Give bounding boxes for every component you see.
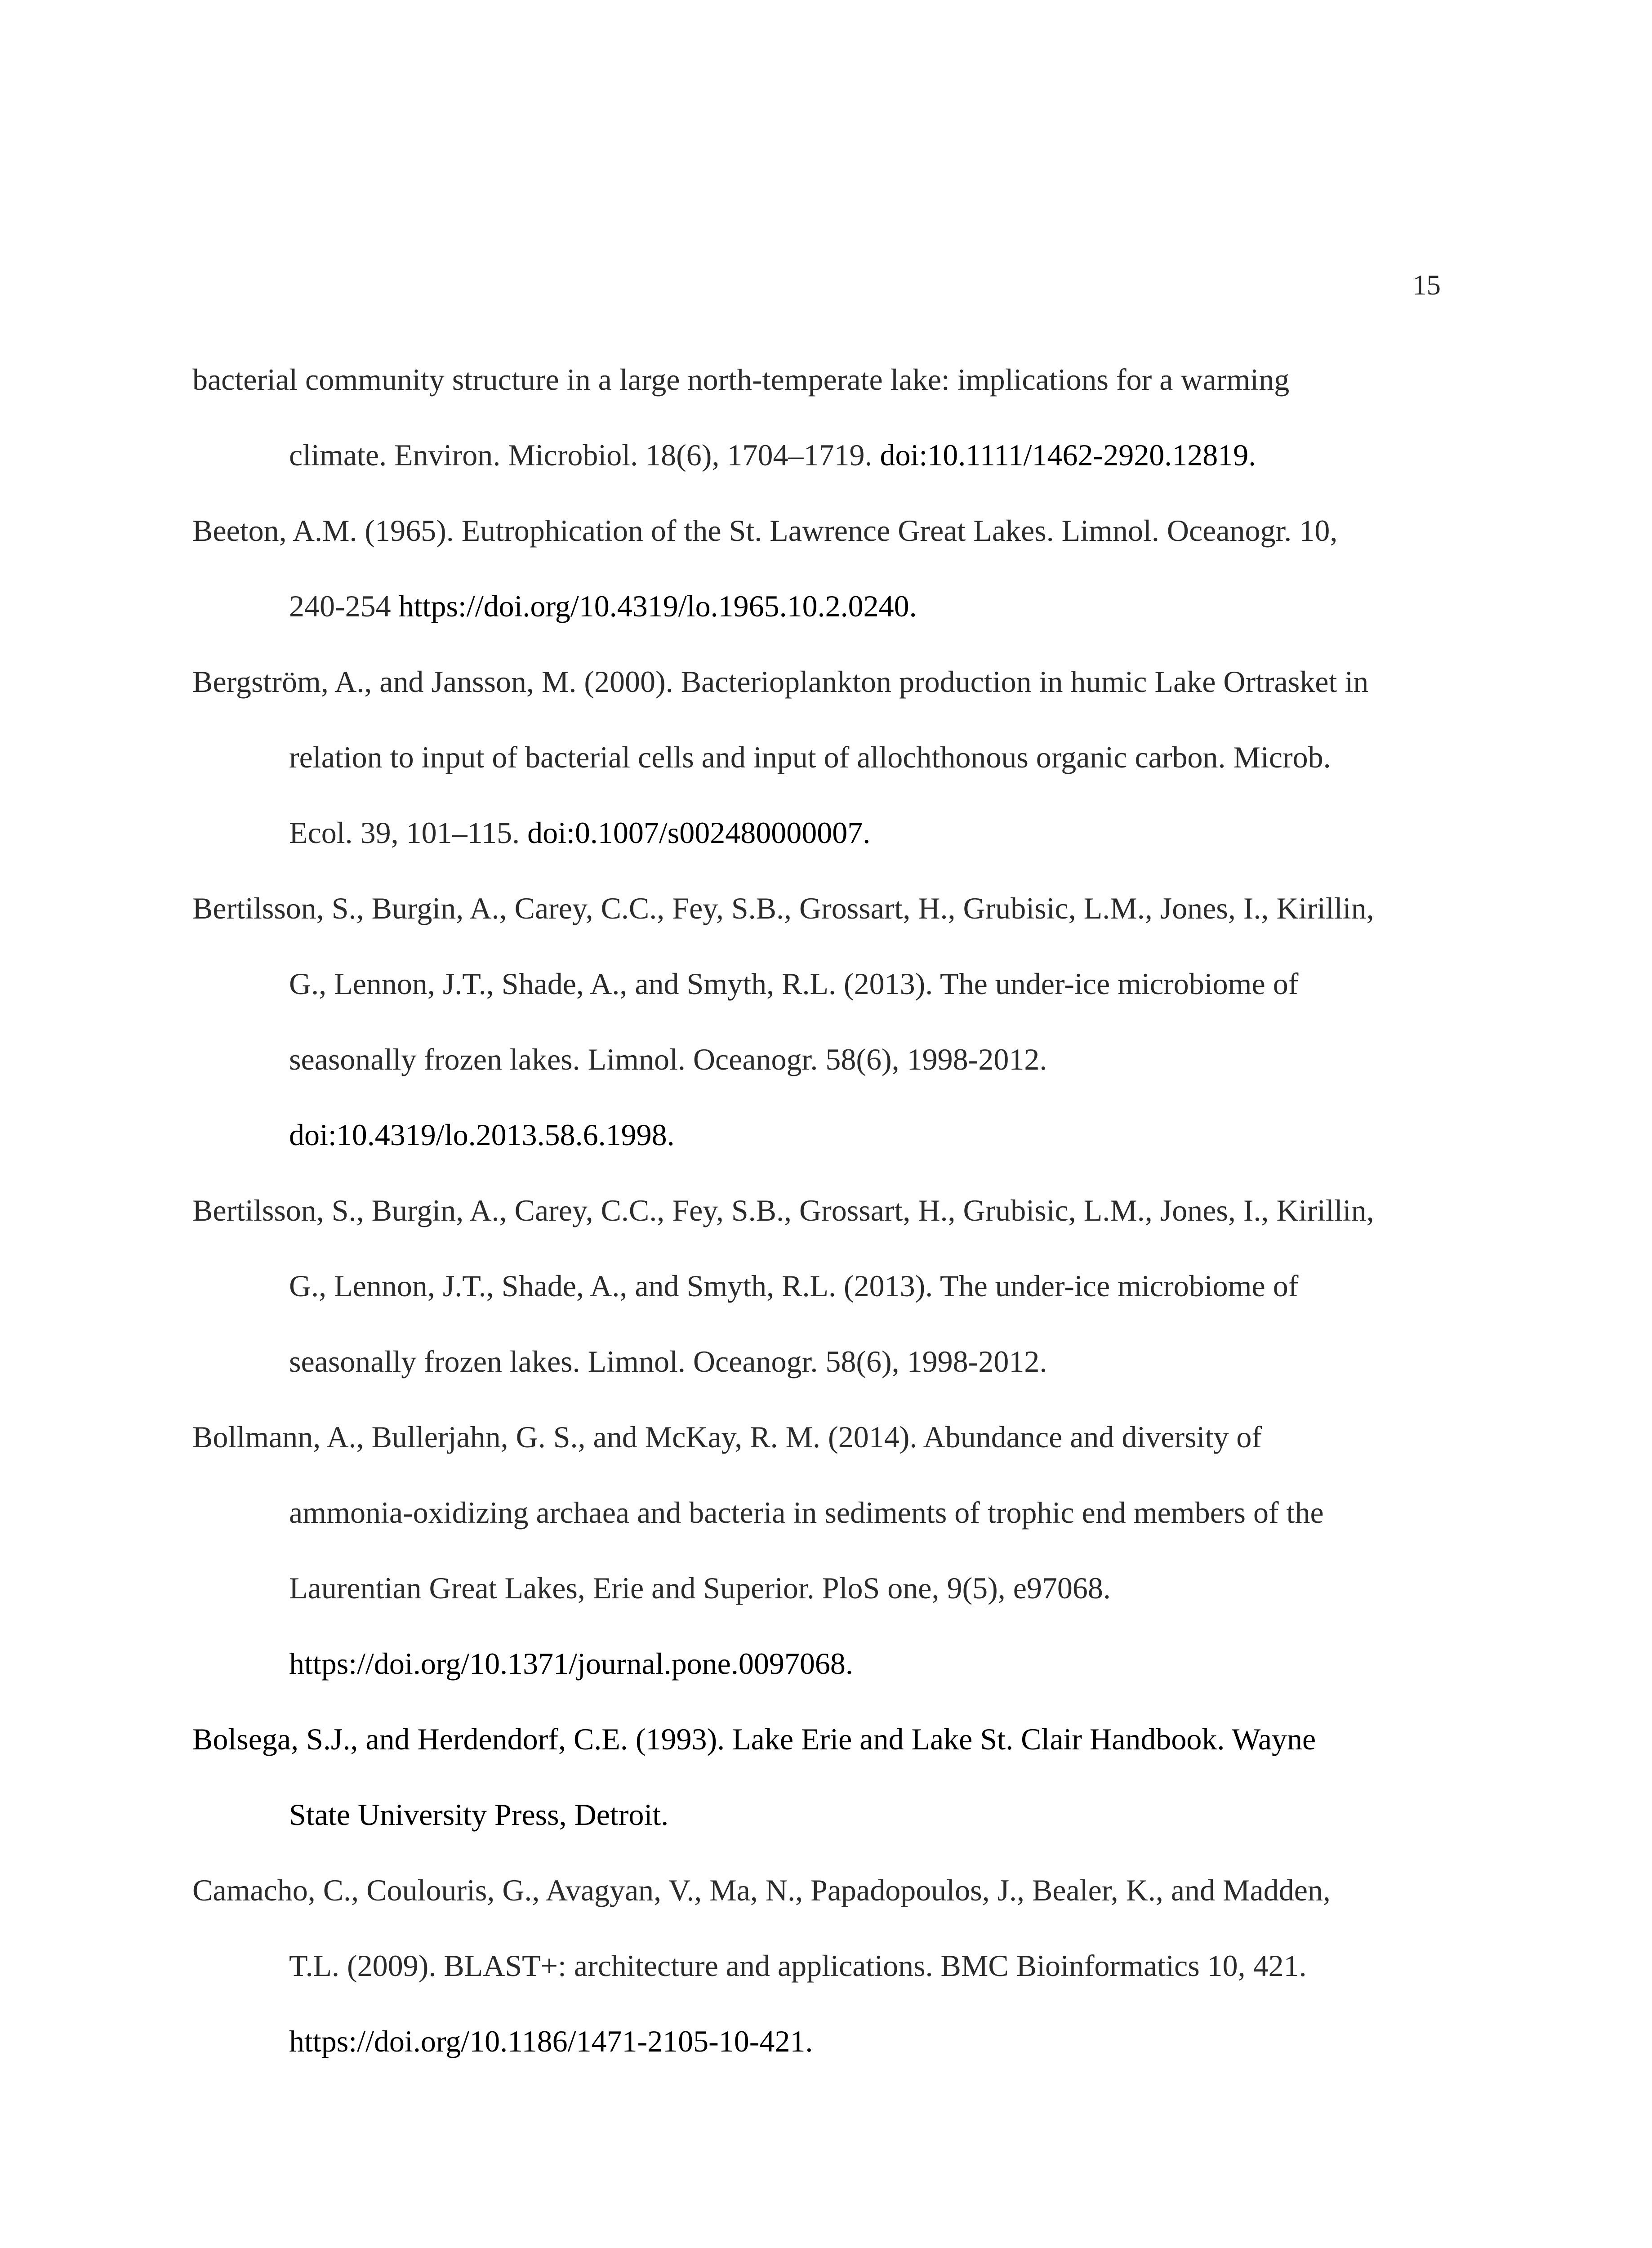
reference-continuation-line [289, 817, 870, 848]
reference-text: bacterial community structure in a large north-temperate lake: implications for a warming [192, 362, 1290, 397]
reference-text: Bertilsson, S., Burgin, A., Carey, C.C., Fey, S.B., Grossart, H., Grubisic, L.M., Jones, I., Kirillin, [192, 1193, 1374, 1227]
reference-continuation-line [289, 1950, 1307, 1981]
reference-text: Bergström, A., and Jansson, M. (2000). Bacterioplankton production in humic Lake Ortrasket in [192, 665, 1369, 699]
reference-text: relation to input of bacterial cells and input of allochthonous organic carbon. Microb. [289, 740, 1331, 774]
reference-continuation-line [289, 1271, 1298, 1301]
reference-continuation-line [289, 1346, 1047, 1377]
reference-first-line [192, 1422, 1262, 1452]
reference-continuation-line [289, 2026, 813, 2056]
reference-continuation-line [289, 591, 917, 621]
reference-text: ammonia-oxidizing archaea and bacteria in sediments of trophic end members of the [289, 1495, 1324, 1530]
doi-link[interactable]: https://doi.org/10.4319/lo.1965.10.2.0240. [398, 589, 917, 623]
doi-link[interactable]: https://doi.org/10.1371/journal.pone.0097068. [289, 1646, 853, 1681]
doi-link[interactable]: doi:0.1007/s002480000007. [527, 816, 871, 850]
reference-continuation-line [289, 1573, 1111, 1603]
reference-text: Bertilsson, S., Burgin, A., Carey, C.C., Fey, S.B., Grossart, H., Grubisic, L.M., Jones, I., Kirillin, [192, 891, 1374, 925]
reference-first-line [192, 1195, 1374, 1226]
reference-continuation-line [289, 440, 1256, 470]
reference-continuation-line [289, 1120, 675, 1150]
reference-text: climate. Environ. Microbiol. 18(6), 1704–1719. [289, 438, 873, 472]
reference-text: Beeton, A.M. (1965). Eutrophication of the St. Lawrence Great Lakes. Limnol. Oceanogr. 10, [192, 513, 1338, 548]
reference-text: G., Lennon, J.T., Shade, A., and Smyth, R.L. (2013). The under-ice microbiome of [289, 1269, 1299, 1303]
reference-continuation-line [289, 968, 1298, 999]
reference-continuation-line [289, 1497, 1324, 1528]
reference-first-line [192, 893, 1374, 923]
reference-text: T.L. (2009). BLAST+: architecture and applications. BMC Bioinformatics 10, 421. [289, 1949, 1307, 1983]
reference-text: 240-254 [289, 589, 391, 623]
reference-text: seasonally frozen lakes. Limnol. Oceanogr. 58(6), 1998-2012. [289, 1344, 1047, 1378]
reference-text: Camacho, C., Coulouris, G., Avagyan, V., Ma, N., Papadopoulos, J., Bealer, K., and Madden, [192, 1873, 1331, 1907]
reference-first-line [192, 364, 1289, 395]
doi-link[interactable]: doi:10.4319/lo.2013.58.6.1998. [289, 1118, 675, 1152]
reference-continuation-line [289, 1044, 1047, 1075]
reference-continuation-line [289, 1799, 668, 1830]
reference-text: G., Lennon, J.T., Shade, A., and Smyth, R.L. (2013). The under-ice microbiome of [289, 967, 1299, 1001]
reference-first-line [192, 1724, 1316, 1754]
reference-text: State University Press, Detroit. [289, 1798, 669, 1832]
reference-first-line [192, 515, 1337, 546]
reference-text: Ecol. 39, 101–115. [289, 816, 520, 850]
reference-text: Bolsega, S.J., and Herdendorf, C.E. (1993). Lake Erie and Lake St. Clair Handbook. Wayne [192, 1722, 1316, 1756]
reference-text: Laurentian Great Lakes, Erie and Superior. PloS one, 9(5), e97068. [289, 1571, 1111, 1605]
reference-first-line [192, 1875, 1331, 1905]
reference-continuation-line [289, 1648, 853, 1679]
reference-continuation-line [289, 742, 1331, 772]
doi-link[interactable]: doi:10.1111/1462-2920.12819. [880, 438, 1256, 472]
reference-first-line [192, 666, 1368, 697]
reference-text: Bollmann, A., Bullerjahn, G. S., and McKay, R. M. (2014). Abundance and diversity of [192, 1420, 1262, 1454]
reference-text: seasonally frozen lakes. Limnol. Oceanogr. 58(6), 1998-2012. [289, 1042, 1047, 1076]
page-number: 15 [1412, 269, 1441, 301]
doi-link[interactable]: https://doi.org/10.1186/1471-2105-10-421. [289, 2024, 813, 2058]
